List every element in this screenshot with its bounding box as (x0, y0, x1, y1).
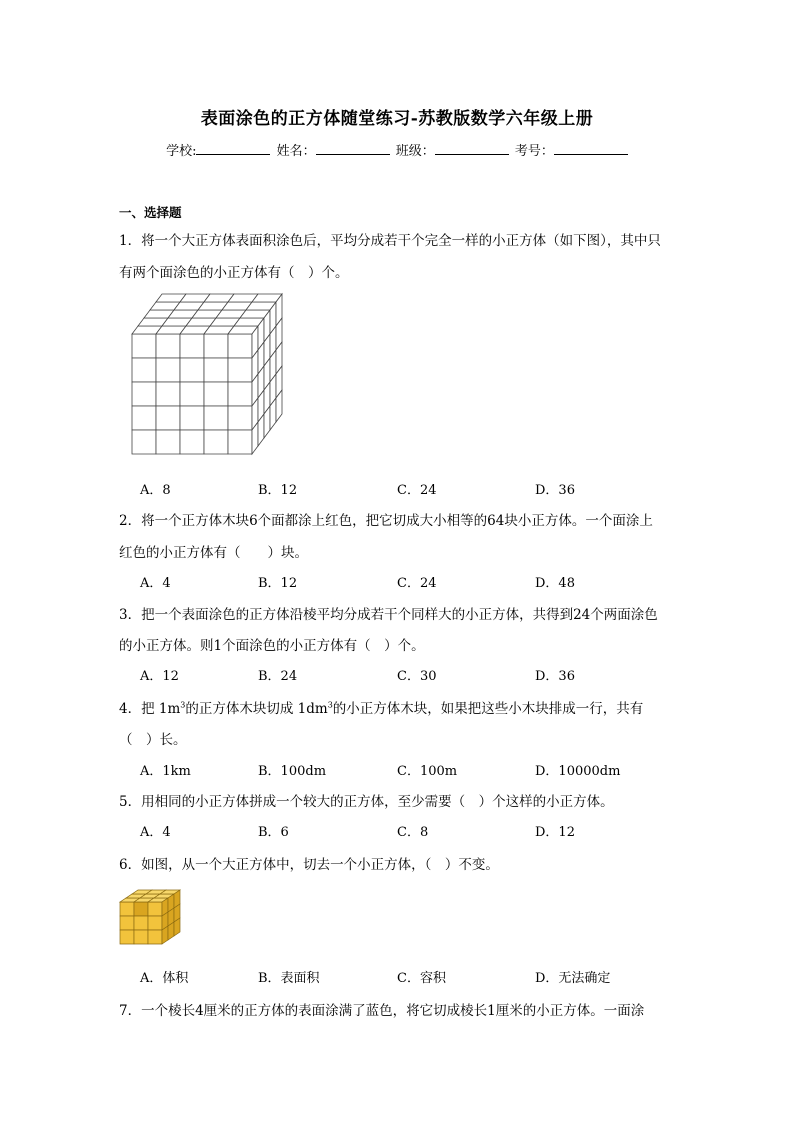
cube-cell (228, 334, 252, 358)
yellow-cube-cell (120, 902, 134, 916)
q3-line-2: 的小正方体。则1个面涂色的小正方体有（ ）个。 (119, 638, 425, 654)
cube-cell (132, 382, 156, 406)
q1-option-c[interactable]: C．24 (397, 483, 437, 498)
yellow-cube-cell (120, 930, 134, 944)
q1-option-a[interactable]: A．8 (140, 483, 171, 498)
yellow-cube-cell (148, 902, 162, 916)
q5-option-d[interactable]: D．12 (535, 825, 575, 840)
yellow-cube-cell (148, 930, 162, 944)
page-title: 表面涂色的正方体随堂练习-苏教版数学六年级上册 (200, 109, 594, 129)
cube-cell (180, 406, 204, 430)
q1-option-b[interactable]: B．12 (258, 483, 298, 498)
q5-option-a[interactable]: A．4 (140, 825, 171, 840)
q4-option-c[interactable]: C．100m (397, 764, 458, 779)
q5-option-b[interactable]: B．6 (258, 825, 289, 840)
cube-grid-figure (128, 292, 296, 456)
q6-line-1: 6．如图，从一个大正方体中，切去一个小正方体，（ ）不变。 (119, 857, 499, 873)
section-heading: 一、选择题 (119, 205, 182, 220)
school-blank[interactable] (196, 142, 270, 155)
q3-option-a[interactable]: A．12 (140, 669, 179, 684)
name-blank[interactable] (316, 142, 390, 155)
cube-cell (156, 406, 180, 430)
yellow-cube-cell (148, 916, 162, 930)
q4-text-c: 的小正方体木块，如果把这些小木块排成一行，共有 (332, 701, 644, 717)
q4-option-d[interactable]: D．10000dm (535, 764, 621, 779)
q6-option-b[interactable]: B．表面积 (258, 971, 320, 986)
q4-line-1 (119, 697, 643, 717)
cube-cell (180, 334, 204, 358)
cube-cell (228, 358, 252, 382)
class-label: 班级： (395, 144, 435, 159)
q2-option-b[interactable]: B．12 (258, 576, 298, 591)
yellow-cube-cell (134, 916, 148, 930)
notch-cell (134, 902, 148, 916)
cube-cell (180, 358, 204, 382)
q4-option-a[interactable]: A．1km (140, 764, 191, 779)
q3-option-c[interactable]: C．30 (397, 669, 437, 684)
q4-text-b: 的正方体木块切成 1dm (185, 701, 328, 717)
cube-cell (132, 334, 156, 358)
cube-cell (180, 430, 204, 454)
q4-line-2: （ ）长。 (119, 732, 187, 748)
cube-cell (132, 430, 156, 454)
student-info-line (0, 140, 794, 159)
cube-cell (228, 406, 252, 430)
cube-cell (204, 358, 228, 382)
yellow-cube-cell (120, 916, 134, 930)
cube-cell (132, 406, 156, 430)
q1-option-d[interactable]: D．36 (535, 483, 575, 498)
q3-option-d[interactable]: D．36 (535, 669, 575, 684)
q7-line-1: 7．一个棱长4厘米的正方体的表面涂满了蓝色，将它切成棱长1厘米的小正方体。一面涂 (119, 1003, 645, 1019)
cube-cell (156, 430, 180, 454)
exam-no-label: 考号： (514, 144, 554, 159)
q4-text-a: 4．把 1m (119, 701, 181, 717)
q3-line-1: 3．把一个表面涂色的正方体沿棱平均分成若干个同样大的小正方体，共得到24个两面涂色 (119, 607, 658, 623)
q2-option-c[interactable]: C．24 (397, 576, 437, 591)
q2-option-a[interactable]: A．4 (140, 576, 171, 591)
cube-cell (156, 382, 180, 406)
q4-sup-1: 3 (180, 700, 186, 710)
q3-option-b[interactable]: B．24 (258, 669, 298, 684)
cube-cell (204, 406, 228, 430)
q4-sup-2: 3 (327, 700, 333, 710)
class-blank[interactable] (435, 142, 509, 155)
name-label: 姓名： (276, 144, 316, 159)
yellow-cube-cell (134, 930, 148, 944)
q1-line-1: 1．将一个大正方体表面积涂色后，平均分成若干个完全一样的小正方体（如下图），其中只 (119, 233, 661, 249)
school-label: 学校: (166, 144, 197, 159)
q4-option-b[interactable]: B．100dm (258, 764, 327, 779)
cube-cell (204, 382, 228, 406)
q6-option-a[interactable]: A．体积 (140, 971, 189, 986)
cube-cell (156, 334, 180, 358)
q5-option-c[interactable]: C．8 (397, 825, 429, 840)
exam-no-blank[interactable] (554, 142, 628, 155)
cube-cell (156, 358, 180, 382)
q6-option-d[interactable]: D．无法确定 (535, 971, 611, 986)
q2-line-2: 红色的小正方体有（ ）块。 (119, 545, 308, 561)
q2-option-d[interactable]: D．48 (535, 576, 575, 591)
cube-cell (228, 430, 252, 454)
cube-cell (132, 358, 156, 382)
cube-cell (204, 334, 228, 358)
q6-option-c[interactable]: C．容积 (397, 971, 446, 986)
cube-cell (180, 382, 204, 406)
q5-line-1: 5．用相同的小正方体拼成一个较大的正方体，至少需要（ ）个这样的小正方体。 (119, 794, 614, 810)
q2-line-1: 2．将一个正方体木块6个面都涂上红色，把它切成大小相等的64块小正方体。一个面涂上 (119, 513, 653, 529)
q1-line-2: 有两个面涂色的小正方体有（ ）个。 (119, 265, 349, 281)
cube-cell (228, 382, 252, 406)
cut-cube-figure (116, 886, 194, 948)
cube-cell (204, 430, 228, 454)
